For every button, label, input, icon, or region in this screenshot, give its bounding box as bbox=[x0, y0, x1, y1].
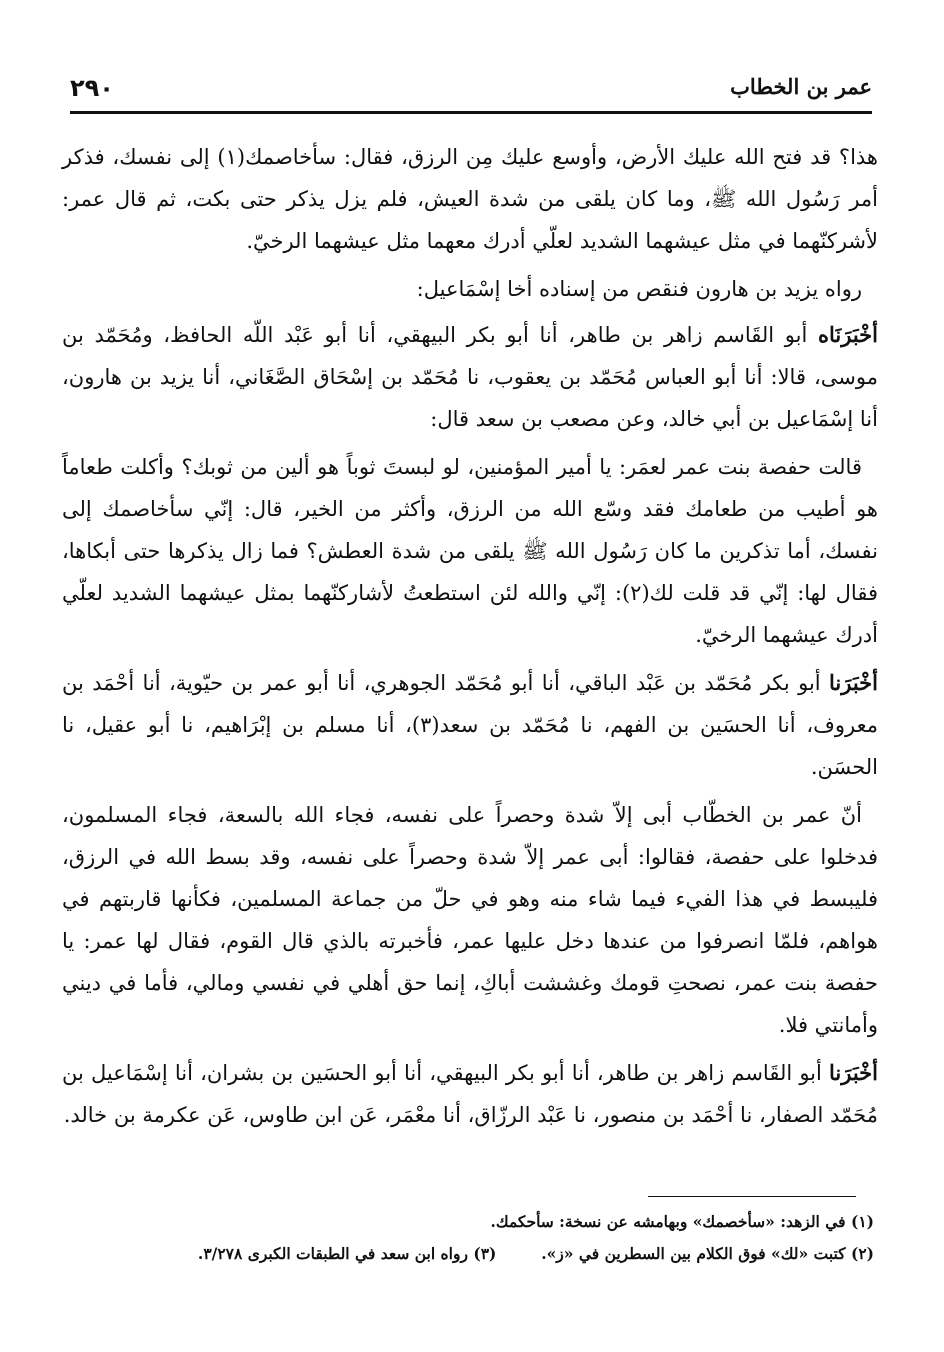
footnote-text: كتبت «لك» فوق الكلام بين السطرين في «ز». bbox=[541, 1244, 846, 1263]
footnote-2-3 bbox=[62, 1238, 874, 1270]
isnad-text: أبو القَاسم زاهر بن طاهر، أنا أبو بكر البيهقي، أنا أبو الحسَين بن بشران، أنا إسْمَاعيل بن مُحَمّد الصفار، نا أحْمَد بن منصور، نا عَبْد الرزّاق، أنا معْمَر، عَن ابن طاوس، عَن عكرمة بن خالد. bbox=[62, 1061, 878, 1127]
paragraph-5 bbox=[62, 662, 878, 788]
footnote-text: رواه ابن سعد في الطبقات الكبرى ٣/٢٧٨. bbox=[197, 1244, 468, 1263]
isnad-text: أبو القَاسم زاهر بن طاهر، أنا أبو بكر البيهقي، أنا أبو عَبْد اللّه الحافظ، ومُحَمّد بن موسى، قالا: أنا أبو العباس مُحَمّد بن يعقوب، نا مُحَمّد بن إسْحَاق الصَّغَاني، أنا يزيد بن هارون، أنا إسْمَاعيل بن أبي خالد، وعن مصعب بن سعد قال: bbox=[62, 323, 878, 431]
isnad-text: أبو بكر مُحَمّد بن عَبْد الباقي، أنا أبو مُحَمّد الجوهري، أنا أبو عمر بن حيّوية، أنا أحْمَد بن معروف، أنا الحسَين بن الفهم، نا مُحَمّد بن سعد(٣)، أنا مسلم بن إبْرَاهيم، نا أبو عقيل، نا الحسَن. bbox=[62, 671, 878, 779]
paragraph-2: رواه يزيد بن هارون فنقص من إسناده أخا إسْمَاعيل: bbox=[416, 277, 862, 301]
paragraph-3 bbox=[62, 314, 878, 440]
paragraph-4: قالت حفصة بنت عمر لعمَر: يا أمير المؤمنين، لو لبستَ ثوباً هو ألين من ثوبك؟ وأكلت طعاماً هو أطيب من طعامك فقد وسّع الله من الرزق، وأكثر من الخير، قال: إنّي سأخاصمك إلى نفسك، أما تذكرين ما كان رَسُول الله ﷺ يلقى من شدة العطش؟ فما زال يذكرها حتى أبكاها، فقال لها: إنّي قد قلت لك(٢): إنّي والله لئن استطعتُ لأشاركنّهما بمثل عيشهما الشديد لعلّي أدرك عيشهما الرخيّ. bbox=[62, 455, 878, 647]
running-title: عمر بن الخطاب bbox=[730, 74, 872, 99]
akhbarana-keyword: أخْبَرَنا bbox=[829, 670, 878, 695]
footnote-1 bbox=[62, 1206, 874, 1238]
akhbarana-keyword: أخْبَرَنَاه bbox=[817, 322, 878, 347]
page-number: ٢٩٠ bbox=[70, 74, 114, 102]
footnote-rule bbox=[648, 1196, 856, 1197]
paragraph-7 bbox=[62, 1052, 878, 1136]
footnotes bbox=[62, 1206, 874, 1270]
footnote-number: (٣) bbox=[473, 1244, 497, 1263]
paragraph-1: هذا؟ قد فتح الله عليك الأرض، وأوسع عليك مِن الرزق، فقال: سأخاصمك(١) إلى نفسك، فذكر أمر رَسُول الله ﷺ، وما كان يلقى من شدة العيش، فلم يزل يذكر حتى بكت، ثم قال عمر: لأشركنّهما في مثل عيشهما الشديد لعلّي أدرك معهما مثل عيشهما الرخيّ. bbox=[62, 145, 879, 253]
footnote-number: (٢) bbox=[850, 1244, 874, 1263]
footnote-number: (١) bbox=[850, 1212, 874, 1231]
footnote-text: في الزهد: «سأخصمك» وبهامشه عن نسخة: سأحكمك. bbox=[490, 1212, 846, 1231]
body-text bbox=[62, 136, 878, 1142]
page-header bbox=[70, 70, 872, 114]
paragraph-6: أنّ عمر بن الخطّاب أبى إلاّ شدة وحصراً على نفسه، فجاء الله بالسعة، فجاء المسلمون، فدخلوا على حفصة، فقالوا: أبى عمر إلاّ شدة وحصراً على نفسه، وقد بسط الله في الرزق، فليبسط في هذا الفيء فيما شاء منه وهو في حلّ من جماعة المسلمين، فكأنها قاربتهم في هواهم، فلمّا انصرفوا من عندها دخل عليها عمر، فأخبرته بالذي قال القوم، فقال لها عمر: يا حفصة بنت عمر، نصحتِ قومك وغششت أباكِ، إنما حق أهلي في نفسي ومالي، فأما في ديني وأمانتي فلا. bbox=[62, 803, 878, 1037]
akhbarana-keyword: أخْبَرَنا bbox=[829, 1060, 878, 1085]
header-rule bbox=[70, 111, 872, 114]
